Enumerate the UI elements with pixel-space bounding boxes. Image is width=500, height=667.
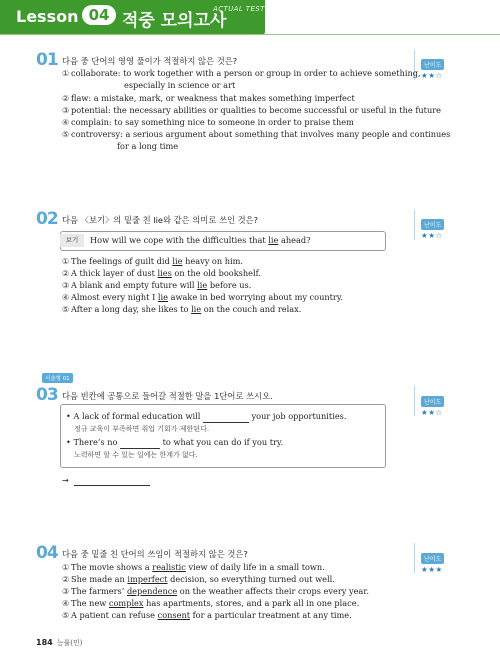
question-prompt-1: 다음 중 단어의 영영 풀이가 적절하지 않은 것은? xyxy=(62,56,238,66)
difficulty-label: 난이도 xyxy=(421,59,444,70)
underlined-word: lies xyxy=(157,268,172,278)
question-prompt-2: 다음 〈보기〉의 밑줄 친 lie와 같은 의미로 쓰인 것은? xyxy=(62,215,259,225)
underlined-word: dependence xyxy=(126,586,178,596)
choice-4-1[interactable]: ① The movie shows a realistic view of daily life in a small town. xyxy=(62,562,325,572)
choice-1-2[interactable]: ② flaw: a mistake, mark, or weakness that makes something imperfect xyxy=(62,93,355,103)
choice-1-5-continued: for a long time xyxy=(117,141,179,151)
page-number: 184 xyxy=(36,638,53,647)
choice-1-3[interactable]: ③ potential: the necessary abilities or qualities to become successful or useful in the future xyxy=(62,105,441,115)
translation-2: 노력하면 할 수 있는 일에는 한계가 없다. xyxy=(74,451,198,459)
blank-line[interactable] xyxy=(203,411,249,423)
page-title: 적중 모의고사 xyxy=(122,11,227,31)
lesson-number: 04 xyxy=(82,5,116,25)
translation-1: 정규 교육이 부족하면 취업 기회가 제한된다. xyxy=(74,425,210,433)
choice-1-4[interactable]: ④ complain: to say something nice to someone in order to praise them xyxy=(62,117,354,127)
header-divider xyxy=(0,34,500,35)
difficulty-divider xyxy=(414,386,415,416)
underlined-word: lie xyxy=(191,304,202,314)
choice-2-2[interactable]: ② A thick layer of dust lies on the old bookshelf. xyxy=(62,268,261,278)
difficulty-label: 난이도 xyxy=(421,553,444,564)
difficulty-divider xyxy=(414,543,415,573)
example-tag: 보기 xyxy=(60,234,84,247)
choice-1-5[interactable]: ⑤ controversy: a serious argument about something that involves many people and continues xyxy=(62,129,451,139)
underlined-word: realistic xyxy=(152,562,186,572)
choice-2-1[interactable]: ① The feelings of guilt did lie heavy on him. xyxy=(62,256,243,266)
underlined-word: consent xyxy=(157,610,191,620)
choice-word: potential xyxy=(71,105,108,115)
choice-4-4[interactable]: ④ The new complex has apartments, stores, and a park all in one place. xyxy=(62,598,360,608)
essay-badge: 서술형 01 xyxy=(42,373,73,383)
example-sentence: How will we cope with the difficulties that lie ahead? xyxy=(90,235,311,245)
choice-2-5[interactable]: ⑤ After a long day, she likes to lie on the couch and relax. xyxy=(62,304,302,314)
question-prompt-4: 다음 중 밑줄 친 단어의 쓰임이 적절하지 않은 것은? xyxy=(62,549,248,559)
difficulty-2 xyxy=(421,212,461,241)
page-subtitle: ACTUAL TEST xyxy=(213,5,265,13)
choice-definition: : the necessary abilities or qualities to become successful or useful in the future xyxy=(108,105,441,115)
choice-4-3[interactable]: ③ The farmers’ dependence on the weather affects their crops every year. xyxy=(62,586,369,596)
choice-1-1-continued: especially in science or art xyxy=(124,80,236,90)
choice-2-4[interactable]: ④ Almost every night I lie awake in bed worrying about my country. xyxy=(62,292,343,302)
page-footer xyxy=(36,638,82,648)
difficulty-stars: ★★☆ xyxy=(421,71,443,80)
choice-definition: : to say something nice to someone in order to praise them xyxy=(108,117,354,127)
underlined-word: lie xyxy=(268,235,279,245)
blank-sentence-1: • A lack of formal education will your job opportunities. xyxy=(66,411,347,421)
lesson-label: Lesson xyxy=(16,7,79,26)
choice-word: flaw xyxy=(71,93,89,103)
difficulty-1 xyxy=(421,52,461,81)
choice-word: complain xyxy=(71,117,109,127)
choice-4-2[interactable]: ② She made an imperfect decision, so everything turned out well. xyxy=(62,574,335,584)
question-number-2: 02 xyxy=(36,209,58,229)
blank-line[interactable] xyxy=(120,437,160,449)
choice-word: controversy xyxy=(71,129,121,139)
choice-definition: : a mistake, mark, or weakness that makes something imperfect xyxy=(88,93,355,103)
underlined-word: imperfect xyxy=(127,574,168,584)
book-name: 능률(민) xyxy=(56,639,83,647)
choice-definition: : a serious argument about something that involves many people and continues xyxy=(120,129,451,139)
question-number-4: 04 xyxy=(36,543,58,563)
underlined-word: lie xyxy=(157,292,169,302)
choice-1-1[interactable]: ① collaborate: to work together with a person or group in order to achieve something, xyxy=(62,68,421,78)
difficulty-3 xyxy=(421,389,461,418)
blank-sentence-2: • There’s no to what you can do if you try. xyxy=(66,437,284,447)
difficulty-stars: ★★★ xyxy=(421,565,443,574)
answer-line[interactable] xyxy=(74,485,150,486)
choice-definition: : to work together with a person or group in order to achieve something, xyxy=(117,68,421,78)
difficulty-4 xyxy=(421,546,461,575)
choice-2-3[interactable]: ③ A blank and empty future will lie before us. xyxy=(62,280,252,290)
question-number-1: 01 xyxy=(36,50,58,70)
answer-arrow: → xyxy=(62,476,69,485)
difficulty-stars: ★★☆ xyxy=(421,231,443,240)
underlined-word: lie xyxy=(197,280,208,290)
difficulty-label: 난이도 xyxy=(421,396,444,407)
question-number-3: 03 xyxy=(36,385,58,405)
question-prompt-3: 다음 빈칸에 공통으로 들어갈 적절한 말을 1단어로 쓰시오. xyxy=(62,391,273,401)
difficulty-divider xyxy=(414,210,415,240)
choice-4-5[interactable]: ⑤ A patient can refuse consent for a particular treatment at any time. xyxy=(62,610,352,620)
difficulty-label: 난이도 xyxy=(421,219,444,230)
difficulty-stars: ★★☆ xyxy=(421,408,443,417)
choice-word: collaborate xyxy=(71,68,118,78)
underlined-word: lie xyxy=(172,256,183,266)
underlined-word: complex xyxy=(108,598,144,608)
